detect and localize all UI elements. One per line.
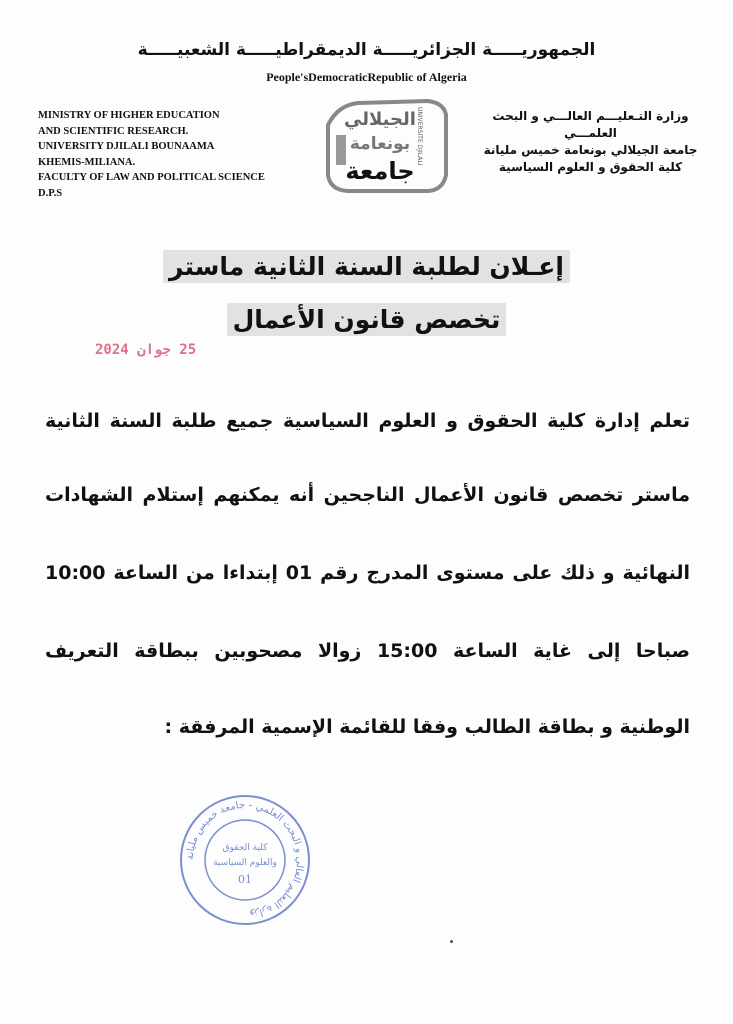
institution-line: جامعة الجيلالي بونعامة خميس مليانة xyxy=(483,143,698,157)
speck xyxy=(450,940,453,943)
svg-text:والعلوم السياسية: والعلوم السياسية xyxy=(213,858,277,868)
institution-line: D.P.S xyxy=(38,187,63,199)
republic-name-arabic: الجمهوريـــــة الجزائريـــــة الديمقراطيـــــة الشعبيـــــة xyxy=(137,40,596,60)
svg-text:جامعة: جامعة xyxy=(345,157,415,185)
institution-line: وزارة التـعليـــم العالـــي و البحث xyxy=(492,109,689,123)
institution-line: FACULTY OF LAW AND POLITICAL SCIENCE xyxy=(38,172,265,183)
date-stamp: 25 جوان 2024 xyxy=(95,342,197,358)
svg-text:الجيلالي: الجيلالي xyxy=(344,109,416,130)
svg-text:UNIVERSITE DJILALI: UNIVERSITE DJILALI xyxy=(416,107,423,166)
announcement-subtitle: تخصص قانون الأعمال xyxy=(0,305,733,334)
institution-line: UNIVERSITY DJILALI BOUNAAMA xyxy=(38,141,215,152)
svg-text:وزارة التعليم العالي و البحث ا: وزارة التعليم العالي و البحث العلمي - جامعة خميس مليانة xyxy=(184,799,306,920)
republic-name-english: People'sDemocraticRepublic of Algeria xyxy=(266,70,467,84)
institution-line: العلمـــي xyxy=(564,126,617,140)
body-line: الوطنية و بطاقة الطالب وفقا للقائمة الإسمية المرفقة : xyxy=(164,716,690,738)
institution-line: KHEMIS-MILIANA. xyxy=(38,156,136,168)
institution-english xyxy=(38,108,265,201)
official-seal xyxy=(175,790,315,930)
svg-text:كلية الحقوق: كلية الحقوق xyxy=(222,843,268,853)
body-line: تعلم إدارة كلية الحقوق و العلوم السياسية جميع طلبة السنة الثانية xyxy=(45,410,690,432)
institution-line: كلية الحقوق و العلوم السياسية xyxy=(498,160,683,174)
university-logo xyxy=(318,95,453,195)
body-line: صباحا إلى غاية الساعة 15:00 زوالا مصحوبين ببطاقة التعريف xyxy=(45,640,690,662)
body-line: ماستر تخصص قانون الأعمال الناجحين أنه يمكنهم إستلام الشهادات xyxy=(45,484,690,506)
announcement-title: إعـلان لطلبة السنة الثانية ماستر xyxy=(0,252,733,281)
institution-arabic xyxy=(483,108,698,176)
institution-line: MINISTRY OF HIGHER EDUCATION xyxy=(38,110,220,121)
svg-text:01: 01 xyxy=(238,873,252,886)
institution-line: AND SCIENTIFIC RESEARCH. xyxy=(38,125,189,137)
body-line: النهائية و ذلك على مستوى المدرج رقم 01 إبتداءا من الساعة 10:00 xyxy=(45,562,690,584)
svg-text:بونعامة: بونعامة xyxy=(349,134,411,154)
